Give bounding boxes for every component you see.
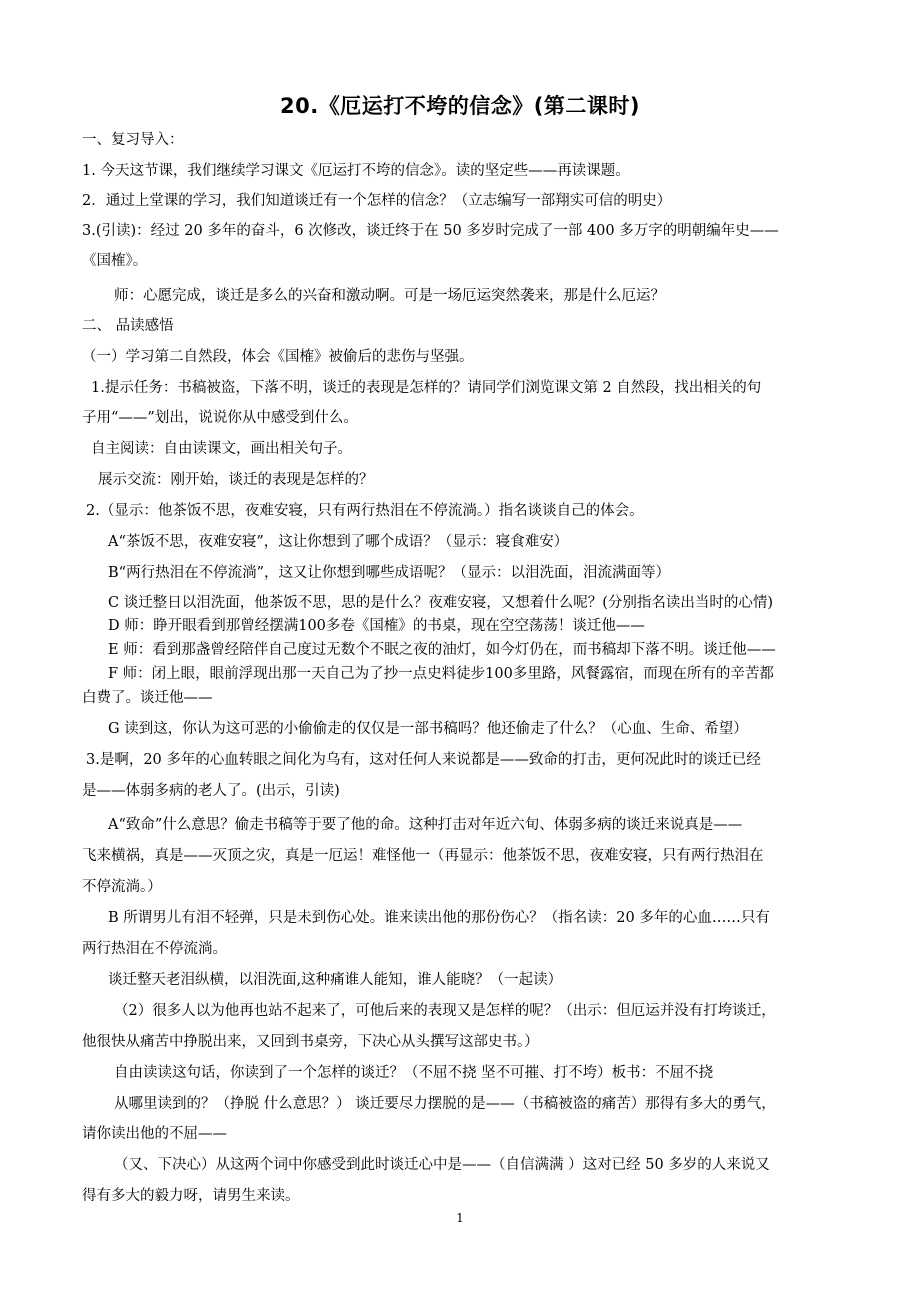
paragraph-line: 他很快从痛苦中挣脱出来，又回到书桌旁，下决心从头撰写这部史书。）	[82, 1034, 539, 1050]
paragraph-line: 谈迁整天老泪纵横，以泪洗面,这种痛谁人能知，谁人能晓？（一起读）	[108, 972, 563, 988]
paragraph-line: 请你读出他的不屈——	[82, 1126, 227, 1142]
section-heading-reading: 二、 品读感悟	[82, 318, 174, 334]
paragraph-line: 飞来横祸，真是——灭顶之灾，真是一厄运！难怪他一（再显示：他茶饭不思，夜难安寝，只有两行热泪在	[82, 848, 764, 864]
paragraph-line: 自主阅读：自由读课文，画出相关句子。	[91, 441, 352, 457]
paragraph-line: 是——体弱多病的老人了。(出示，引读)	[82, 783, 340, 799]
document-title: 20.《厄运打不垮的信念》(第二课时)	[280, 94, 640, 118]
paragraph-line: 展示交流：刚开始，谈迁的表现是怎样的？	[98, 472, 374, 488]
page-number: 1	[456, 1211, 464, 1225]
paragraph-line: F 师：闭上眼，眼前浮现出那一天自己为了抄一点史料徒步100多里路，风餐露宿，而现在所有的辛苦都	[108, 666, 774, 682]
paragraph-line: 不停流淌。）	[82, 879, 162, 895]
paragraph-line: 3.是啊，20 多年的心血转眼之间化为乌有，这对任何人来说都是——致命的打击，更何况此时的谈迁已经	[86, 752, 761, 768]
paragraph-line: 2.（显示：他茶饭不思，夜难安寝，只有两行热泪在不停流淌。）指名谈谈自己的体会。	[86, 503, 644, 519]
paragraph-line: E 师：看到那盏曾经陪伴自己度过无数个不眠之夜的油灯，如今灯仍在，而书稿却下落不明。谈迁他——	[108, 642, 776, 658]
paragraph-line: D 师：睁开眼看到那曾经摆满100多卷《国榷》的书桌，现在空空荡荡！谈迁他——	[108, 618, 645, 634]
paragraph-line: 白费了。谈迁他——	[82, 690, 213, 706]
section-heading-review: 一、复习导入：	[82, 132, 184, 148]
subsection-heading: （一）学习第二自然段，体会《国榷》被偷后的悲伤与坚强。	[82, 349, 474, 365]
paragraph-line: A“茶饭不思，夜难安寝”，这让你想到了哪个成语？（显示：寝食难安）	[108, 534, 569, 550]
paragraph-line: 从哪里读到的？（挣脱 什么意思？） 谈迁要尽力摆脱的是——（书稿被盗的痛苦）那得有多大的勇气，	[114, 1096, 776, 1112]
paragraph-line: B 所谓男儿有泪不轻弹，只是未到伤心处。谁来读出他的那份伤心？（指名读：20 多年的心血……只有	[108, 910, 770, 926]
paragraph-line: G 读到这，你认为这可恶的小偷偷走的仅仅是一部书稿吗？他还偷走了什么？（心血、生命、希望）	[108, 721, 748, 737]
paragraph-line: 自由读读这句话，你读到了一个怎样的谈迁？（不屈不挠 坚不可摧、打不垮）板书：不屈不挠	[114, 1065, 714, 1081]
paragraph-line: C 谈迁整日以泪洗面，他茶饭不思，思的是什么？夜难安寝，又想着什么呢？(分别指名读出当时的心情)	[108, 595, 774, 611]
paragraph-line: 子用“——”划出，说说你从中感受到什么。	[82, 410, 358, 426]
paragraph-line: 《国榷》。	[82, 253, 148, 269]
paragraph-line: 2．通过上堂课的学习，我们知道谈迁有一个怎样的信念？（立志编写一部翔实可信的明史）	[82, 193, 672, 209]
paragraph-line: A“致命”什么意思？偷走书稿等于要了他的命。这种打击对年近六旬、体弱多病的谈迁来说真是——	[108, 817, 743, 833]
paragraph-line: （又、下决心）从这两个词中你感受到此时谈迁心中是——（自信满满 ）这对已经 50 多岁的人来说又	[114, 1157, 770, 1173]
paragraph-line: B“两行热泪在不停流淌”，这又让你想到哪些成语呢？（显示：以泪洗面，泪流满面等）	[108, 565, 670, 581]
paragraph-line: 1. 今天这节课，我们继续学习课文《厄运打不垮的信念》。读的坚定些——再读课题。	[82, 163, 630, 179]
paragraph-line: 师：心愿完成，谈迁是多么的兴奋和激动啊。可是一场厄运突然袭来，那是什么厄运？	[114, 288, 665, 304]
paragraph-line: 1.提示任务：书稿被盗，下落不明，谈迁的表现是怎样的？请同学们浏览课文第 2 自然段，找出相关的句	[91, 380, 762, 396]
paragraph-line: 得有多大的毅力呀，请男生来读。	[82, 1188, 300, 1204]
paragraph-line: 两行热泪在不停流淌。	[82, 941, 227, 957]
paragraph-line: 3.(引读)：经过 20 多年的奋斗，6 次修改，谈迁终于在 50 多岁时完成了一部 400 多万字的明朝编年史——	[82, 223, 779, 239]
paragraph-line: （2）很多人以为他再也站不起来了，可他后来的表现又是怎样的呢？（出示：但厄运并没有打垮谈迁，	[114, 1003, 776, 1019]
